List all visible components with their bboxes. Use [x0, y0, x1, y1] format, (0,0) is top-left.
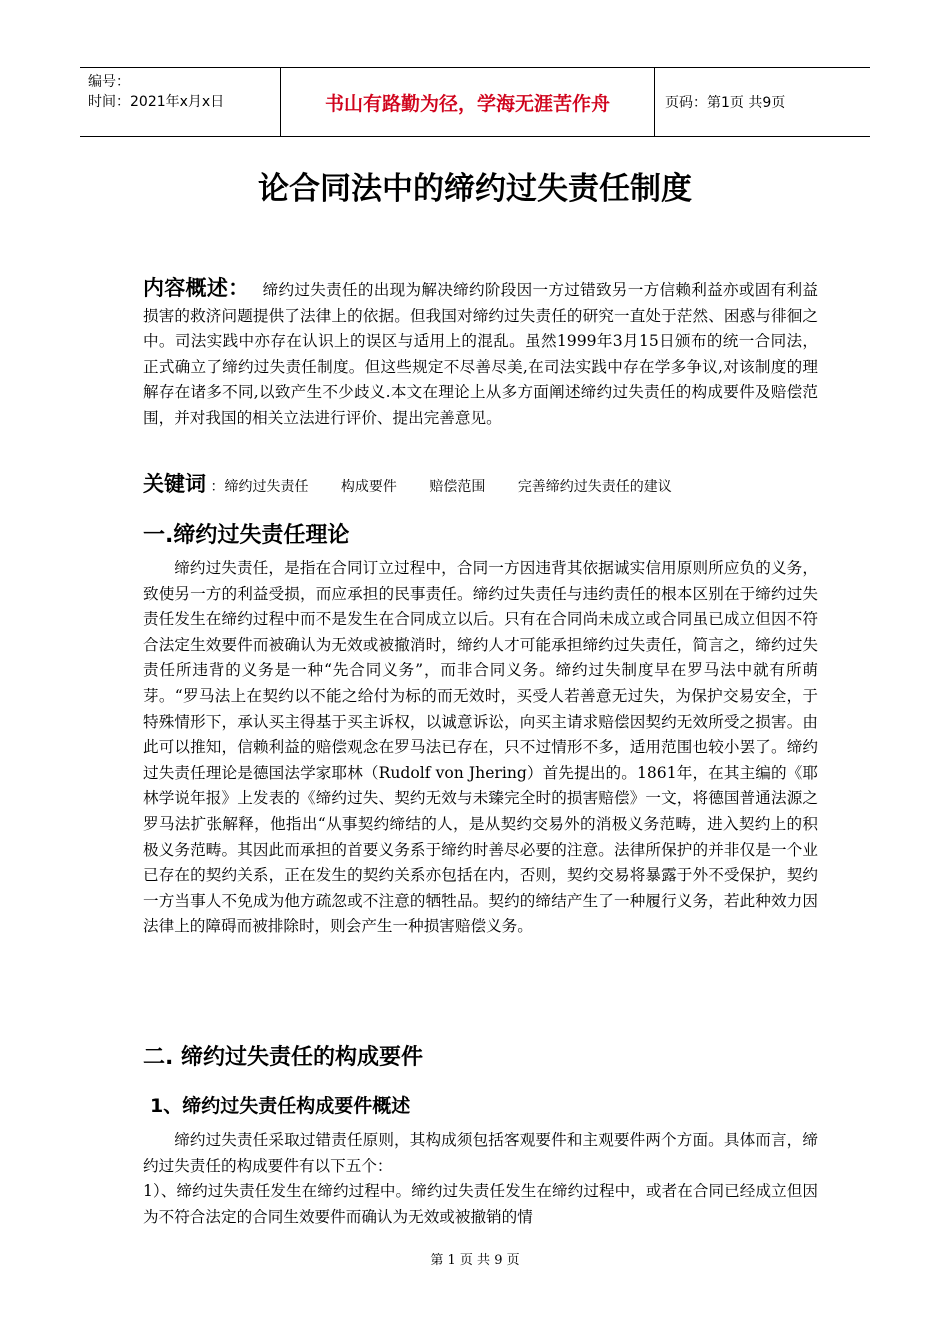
section2-body [143, 1128, 818, 1230]
header-motto: 书山有路勤为径，学海无涯苦作舟 [281, 68, 655, 136]
number-label: 编号： [88, 74, 130, 90]
keyword-item: 完善缔约过失责任的建议 [517, 479, 672, 495]
keyword-item: ：缔约过失责任 [210, 479, 309, 495]
section1-paragraph: 缔约过失责任，是指在合同订立过程中，合同一方因违背其依据诚实信用原则所应负的义务，致使另一方的利益受损，而应承担的民事责任。缔约过失责任与违约责任的根本区别在于缔约过失责任发生在缔约过程中而不是发生在合同成立以后。只有在合同尚未成立或合同虽已成立但因不符合法定生效要件而被确认为无效或被撤消时，缔约人才可能承担缔约过失责任，简言之，缔约过失责任所违背的义务是一种“先合同义务”，而非合同义务。缔约过失制度早在罗马法中就有所萌芽。“罗马法上在契约以不能之给付为标的而无效时，买受人若善意无过失，为保护交易安全，于特殊情形下，承认买主得基于买主诉权，以诚意诉讼，向买主请求赔偿因契约无效所受之损害。由此可以推知，信赖利益的赔偿观念在罗马法已存在，只不过情形不多，适用范围也较小罢了。缔约过失责任理论是德国法学家耶林（Rudolf von Jhering）首先提出的。1861年，在其主编的《耶林学说年报》上发表的《缔约过失、契约无效与未臻完全时的损害赔偿》一文，将德国普通法源之罗马法扩张解释，他指出“从事契约缔结的人，是从契约交易外的消极义务范畴，进入契约上的积极义务范畴。其因此而承担的首要义务系于缔约时善尽必要的注意。法律所保护的并非仅是一个业已存在的契约关系，正在发生的契约关系亦包括在内，否则，契约交易将暴露于外不受保护，契约一方当事人不免成为他方疏忽或不注意的牺牲品。契约的缔结产生了一种履行义务，若此种效力因法律上的障碍而被排除时，则会产生一种损害赔偿义务。 [143, 559, 818, 936]
keywords-label: 关键词 [143, 472, 206, 496]
section2-subheading: 1、缔约过失责任构成要件概述 [150, 1095, 411, 1117]
time-label: 时间：2021年x月x日 [88, 94, 225, 110]
keyword-item: 构成要件 [340, 479, 397, 495]
page-header [80, 67, 870, 137]
section2-item1: 1）、缔约过失责任发生在缔约过程中。缔约过失责任发生在缔约过程中，或者在合同已经成立但因为不符合法定的合同生效要件而确认为无效或被撤销的情 [143, 1182, 818, 1226]
document-title: 论合同法中的缔约过失责任制度 [258, 171, 692, 207]
header-meta [80, 68, 281, 136]
abstract [143, 276, 818, 432]
section2-paragraph: 缔约过失责任采取过错责任原则，其构成须包括客观要件和主观要件两个方面。具体而言，缔约过失责任的构成要件有以下五个： [143, 1131, 818, 1175]
section2-heading: 二. 缔约过失责任的构成要件 [143, 1045, 424, 1070]
header-page-info: 页码：第1页 共9页 [665, 95, 786, 111]
abstract-text: 缔约过失责任的出现为解决缔约阶段因一方过错致另一方信赖利益亦或固有利益损害的救济问题提供了法律上的依据。但我国对缔约过失责任的研究一直处于茫然、困惑与徘徊之中。司法实践中亦存在认识上的误区与适用上的混乱。虽然1999年3月15日颁布的统一合同法，正式确立了缔约过失责任制度。但这些规定不尽善尽美,在司法实践中存在学多争议,对该制度的理解存在诸多不同,以致产生不少歧义.本文在理论上从多方面阐述缔约过失责任的构成要件及赔偿范围，并对我国的相关立法进行评价、提出完善意见。 [143, 281, 818, 427]
abstract-label: 内容概述： [143, 276, 250, 300]
section1-heading: 一.缔约过失责任理论 [143, 523, 350, 548]
keyword-item: 赔偿范围 [429, 479, 486, 495]
section1-body [143, 556, 818, 940]
keywords [143, 470, 700, 501]
page-footer: 第 1 页 共 9 页 [430, 1253, 520, 1268]
